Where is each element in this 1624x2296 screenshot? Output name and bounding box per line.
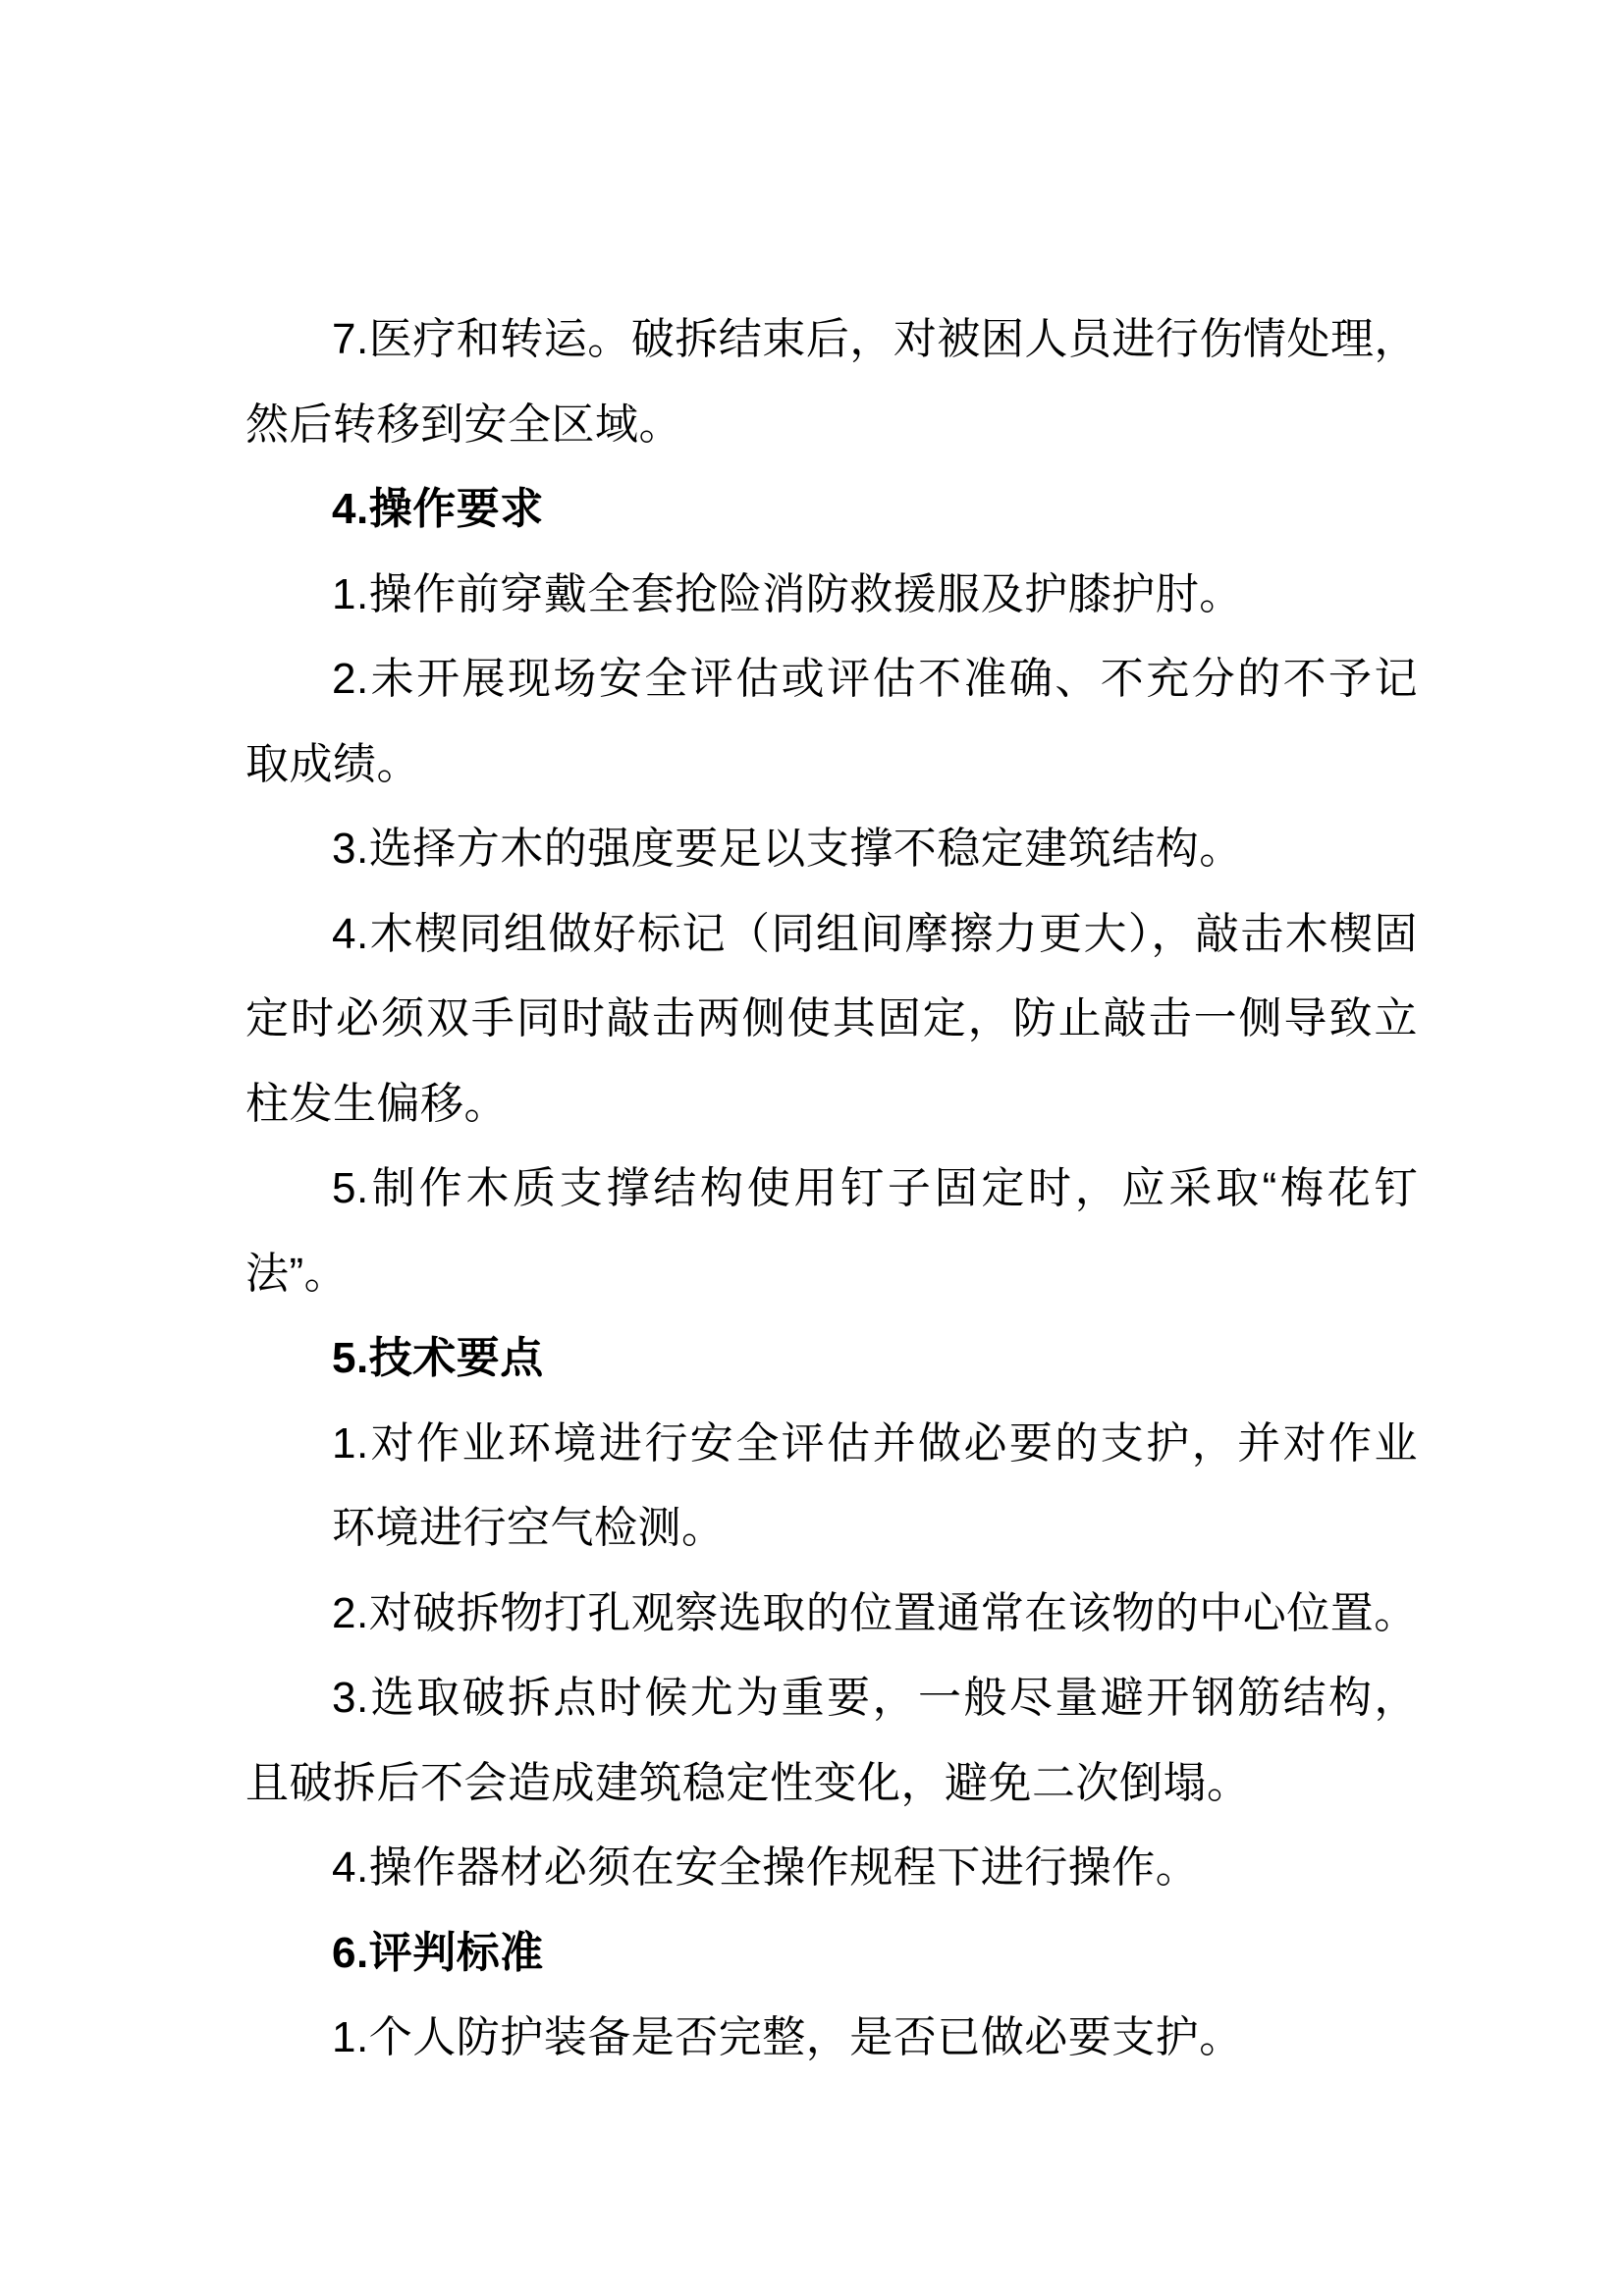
para-medical-transfer-line-1: 7.医疗和转运。破拆结束后，对被困人员进行伤情处理， — [332, 315, 1418, 363]
op-req-item-1: 1.操作前穿戴全套抢险消防救援服及护膝护肘。 — [332, 569, 1243, 618]
document-body — [245, 297, 1418, 2081]
heading-technical-points: 5.技术要点 — [332, 1334, 544, 1382]
op-req-item-5-line-2: 法”。 — [245, 1249, 349, 1298]
tech-point-1-line-1: 1.对作业环境进行安全评估并做必要的支护，并对作业 — [332, 1418, 1418, 1468]
op-req-item-4-line-2: 定时必须双手同时敲击两侧使其固定，防止敲击一侧导致立 — [245, 994, 1418, 1042]
judging-criteria-item-1: 1.个人防护装备是否完整，是否已做必要支护。 — [332, 2013, 1243, 2061]
para-medical-transfer-line-2: 然后转移到安全区域。 — [245, 400, 682, 449]
op-req-item-2-line-1: 2.未开展现场安全评估或评估不准确、不充分的不予记 — [332, 655, 1418, 703]
tech-point-4: 4.操作器材必须在安全操作规程下进行操作。 — [332, 1843, 1200, 1892]
op-req-item-2-line-2: 取成绩。 — [245, 739, 420, 788]
op-req-item-4-line-1: 4.木楔同组做好标记（同组间摩擦力更大），敲击木楔固 — [332, 909, 1418, 958]
heading-operation-requirements: 4.操作要求 — [332, 485, 544, 533]
op-req-item-5-line-1: 5.制作木质支撑结构使用钉子固定时，应采取“梅花钉 — [332, 1164, 1418, 1212]
heading-judging-criteria: 6.评判标准 — [332, 1928, 544, 1977]
op-req-item-4-line-3: 柱发生偏移。 — [245, 1079, 508, 1128]
tech-point-2: 2.对破拆物打孔观察选取的位置通常在该物的中心位置。 — [332, 1588, 1418, 1637]
tech-point-1-line-2: 环境进行空气检测。 — [332, 1504, 726, 1552]
tech-point-3-line-1: 3.选取破拆点时候尤为重要，一般尽量避开钢筋结构， — [332, 1674, 1418, 1722]
op-req-item-3: 3.选择方木的强度要足以支撑不稳定建筑结构。 — [332, 825, 1243, 873]
tech-point-3-line-2: 且破拆后不会造成建筑稳定性变化，避免二次倒塌。 — [245, 1758, 1251, 1807]
